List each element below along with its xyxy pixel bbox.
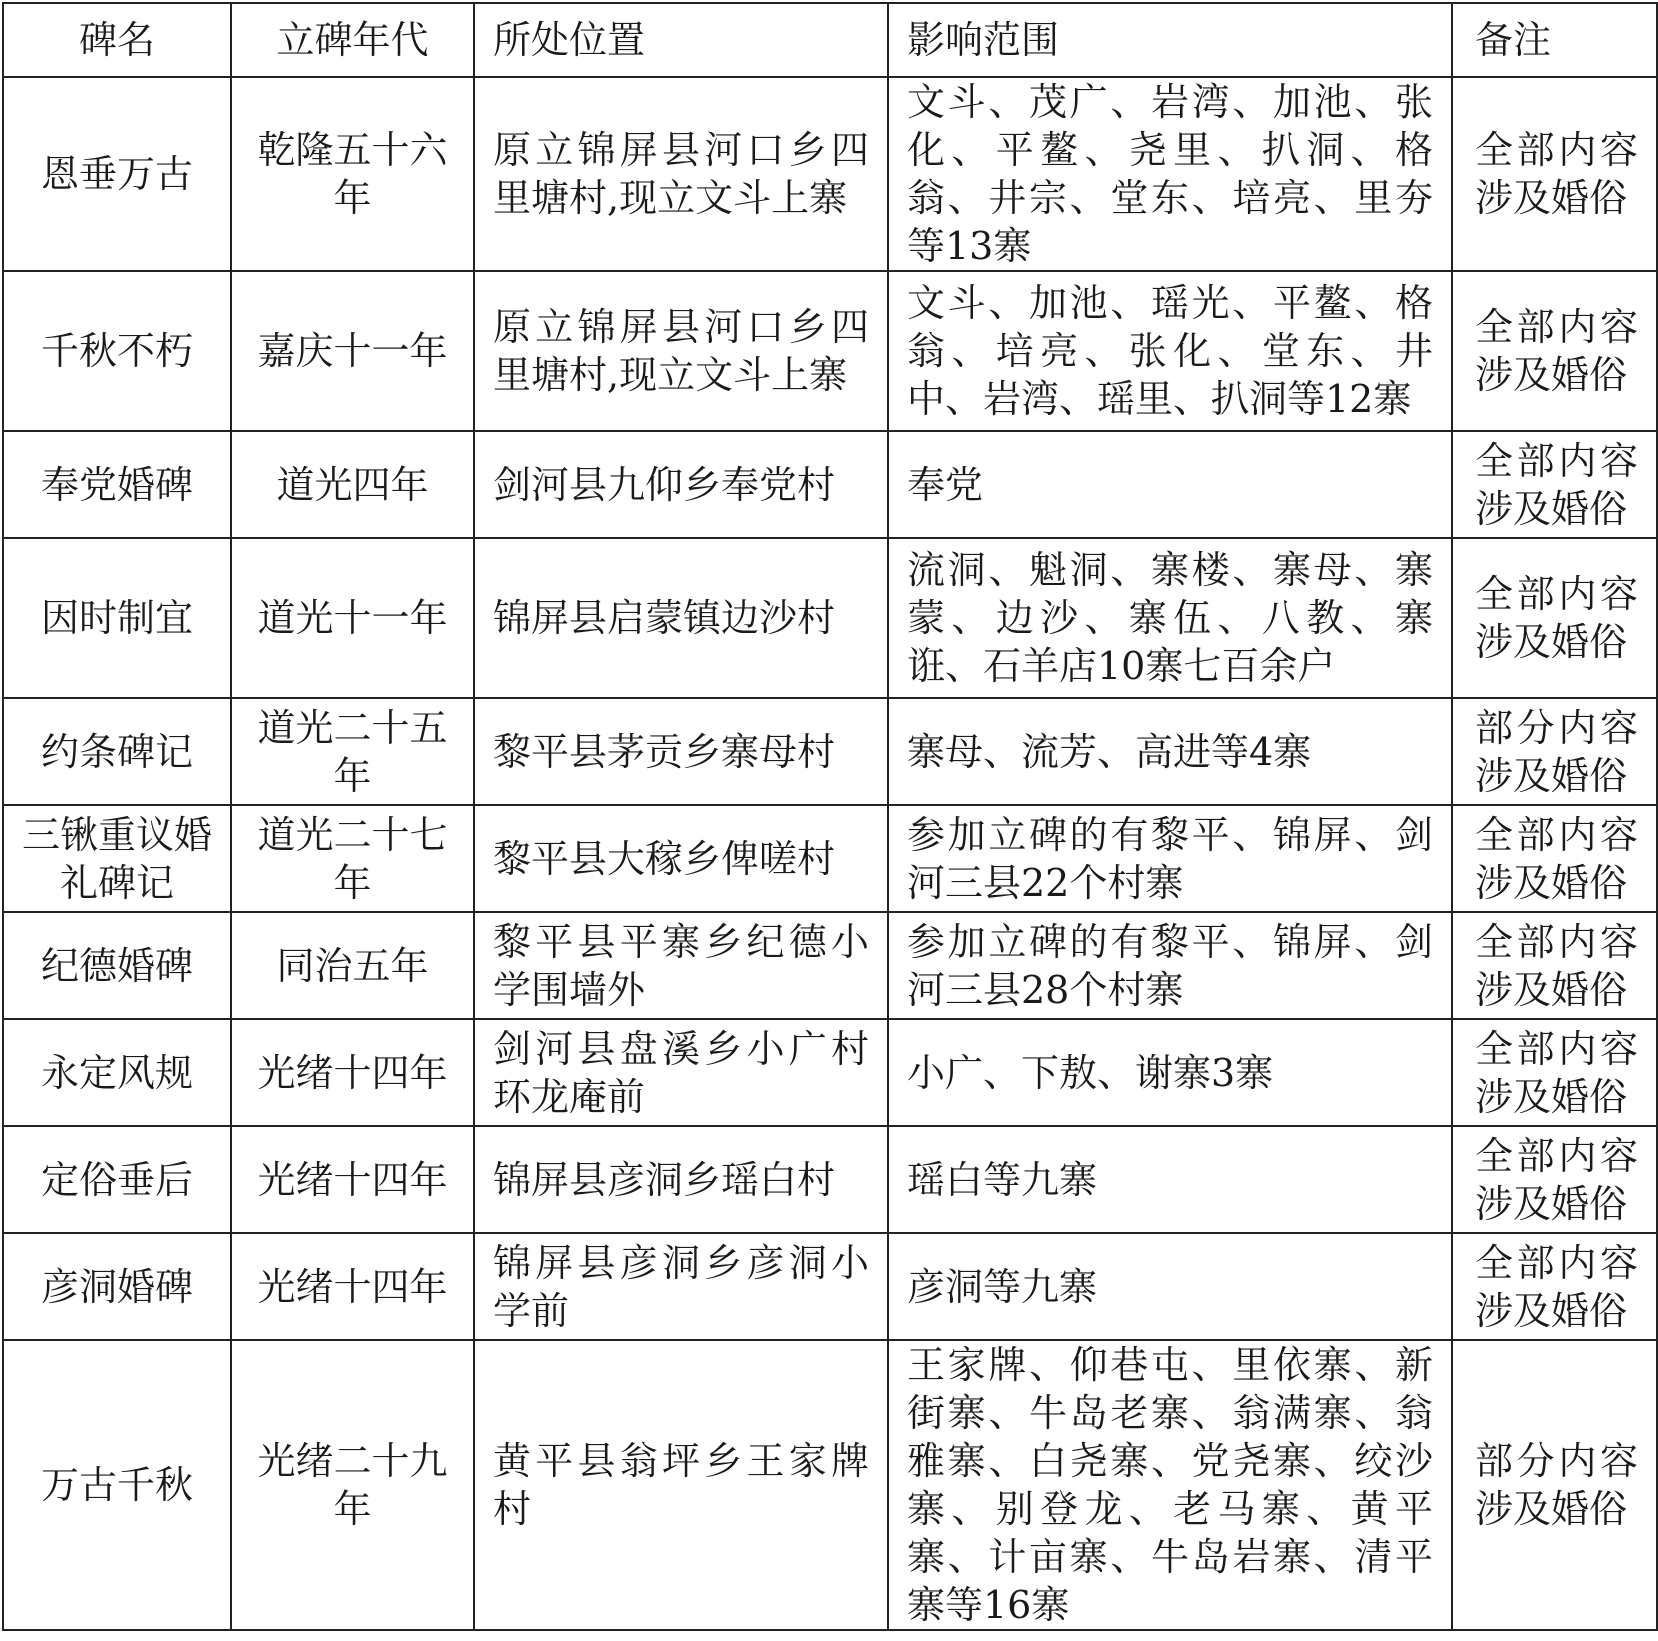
table-row [3, 77, 1657, 271]
cell-remarks: 全部内容涉及婚俗 [1452, 431, 1657, 538]
cell-location: 黄平县翁坪乡王家牌村 [474, 1340, 888, 1630]
cell-location: 黎平县茅贡乡寨母村 [474, 698, 888, 805]
cell-stele-name: 定俗垂后 [3, 1126, 231, 1233]
cell-stele-name: 纪德婚碑 [3, 912, 231, 1019]
cell-remarks: 全部内容涉及婚俗 [1452, 1233, 1657, 1340]
header-remarks: 备注 [1452, 3, 1657, 77]
cell-influence-scope: 文斗、茂广、岩湾、加池、张化、平鳌、尧里、扒洞、格翁、井宗、堂东、培亮、里夯等13寨 [888, 77, 1452, 271]
table-row [3, 1233, 1657, 1340]
cell-remarks: 部分内容涉及婚俗 [1452, 1340, 1657, 1630]
cell-erection-year: 同治五年 [231, 912, 474, 1019]
cell-influence-scope: 彦洞等九寨 [888, 1233, 1452, 1340]
table-row [3, 912, 1657, 1019]
table-row [3, 431, 1657, 538]
cell-remarks: 部分内容涉及婚俗 [1452, 698, 1657, 805]
cell-erection-year: 乾隆五十六年 [231, 77, 474, 271]
cell-erection-year: 光绪十四年 [231, 1019, 474, 1126]
table-row [3, 805, 1657, 912]
cell-stele-name: 因时制宜 [3, 538, 231, 698]
cell-location: 剑河县九仰乡奉党村 [474, 431, 888, 538]
cell-erection-year: 光绪十四年 [231, 1126, 474, 1233]
cell-stele-name: 恩垂万古 [3, 77, 231, 271]
cell-erection-year: 道光四年 [231, 431, 474, 538]
cell-influence-scope: 小广、下敖、谢寨3寨 [888, 1019, 1452, 1126]
cell-erection-year: 道光二十七年 [231, 805, 474, 912]
table-row [3, 538, 1657, 698]
cell-influence-scope: 参加立碑的有黎平、锦屏、剑河三县22个村寨 [888, 805, 1452, 912]
cell-remarks: 全部内容涉及婚俗 [1452, 912, 1657, 1019]
cell-erection-year: 光绪二十九年 [231, 1340, 474, 1630]
header-stele-name: 碑名 [3, 3, 231, 77]
cell-location: 剑河县盘溪乡小广村环龙庵前 [474, 1019, 888, 1126]
cell-remarks: 全部内容涉及婚俗 [1452, 1126, 1657, 1233]
cell-erection-year: 道光十一年 [231, 538, 474, 698]
cell-location: 原立锦屏县河口乡四里塘村,现立文斗上寨 [474, 271, 888, 431]
cell-influence-scope: 参加立碑的有黎平、锦屏、剑河三县28个村寨 [888, 912, 1452, 1019]
stele-table [2, 2, 1658, 1631]
cell-stele-name: 约条碑记 [3, 698, 231, 805]
cell-location: 黎平县大稼乡俾嗟村 [474, 805, 888, 912]
cell-influence-scope: 王家牌、仰巷屯、里依寨、新街寨、牛岛老寨、翁满寨、翁雅寨、白尧寨、党尧寨、绞沙寨、别登龙、老马寨、黄平寨、计亩寨、牛岛岩寨、清平寨等16寨 [888, 1340, 1452, 1630]
header-influence-scope: 影响范围 [888, 3, 1452, 77]
cell-stele-name: 千秋不朽 [3, 271, 231, 431]
cell-erection-year: 光绪十四年 [231, 1233, 474, 1340]
cell-location: 原立锦屏县河口乡四里塘村,现立文斗上寨 [474, 77, 888, 271]
table-header-row [3, 3, 1657, 77]
cell-influence-scope: 寨母、流芳、高进等4寨 [888, 698, 1452, 805]
cell-influence-scope: 瑶白等九寨 [888, 1126, 1452, 1233]
cell-stele-name: 万古千秋 [3, 1340, 231, 1630]
cell-stele-name: 三锹重议婚礼碑记 [3, 805, 231, 912]
cell-influence-scope: 流洞、魁洞、寨楼、寨母、寨蒙、边沙、寨伍、八教、寨诳、石羊店10寨七百余户 [888, 538, 1452, 698]
cell-stele-name: 奉党婚碑 [3, 431, 231, 538]
table-row [3, 1019, 1657, 1126]
cell-remarks: 全部内容涉及婚俗 [1452, 1019, 1657, 1126]
cell-erection-year: 道光二十五年 [231, 698, 474, 805]
cell-remarks: 全部内容涉及婚俗 [1452, 538, 1657, 698]
cell-influence-scope: 文斗、加池、瑶光、平鳌、格翁、培亮、张化、堂东、井中、岩湾、瑶里、扒洞等12寨 [888, 271, 1452, 431]
cell-stele-name: 永定风规 [3, 1019, 231, 1126]
cell-remarks: 全部内容涉及婚俗 [1452, 77, 1657, 271]
cell-influence-scope: 奉党 [888, 431, 1452, 538]
table-row [3, 1126, 1657, 1233]
table-row [3, 1340, 1657, 1630]
cell-remarks: 全部内容涉及婚俗 [1452, 805, 1657, 912]
cell-location: 锦屏县彦洞乡瑶白村 [474, 1126, 888, 1233]
cell-location: 锦屏县彦洞乡彦洞小学前 [474, 1233, 888, 1340]
cell-remarks: 全部内容涉及婚俗 [1452, 271, 1657, 431]
table-row [3, 698, 1657, 805]
table-row [3, 271, 1657, 431]
cell-location: 黎平县平寨乡纪德小学围墙外 [474, 912, 888, 1019]
cell-erection-year: 嘉庆十一年 [231, 271, 474, 431]
header-location: 所处位置 [474, 3, 888, 77]
header-erection-year: 立碑年代 [231, 3, 474, 77]
cell-location: 锦屏县启蒙镇边沙村 [474, 538, 888, 698]
cell-stele-name: 彦洞婚碑 [3, 1233, 231, 1340]
